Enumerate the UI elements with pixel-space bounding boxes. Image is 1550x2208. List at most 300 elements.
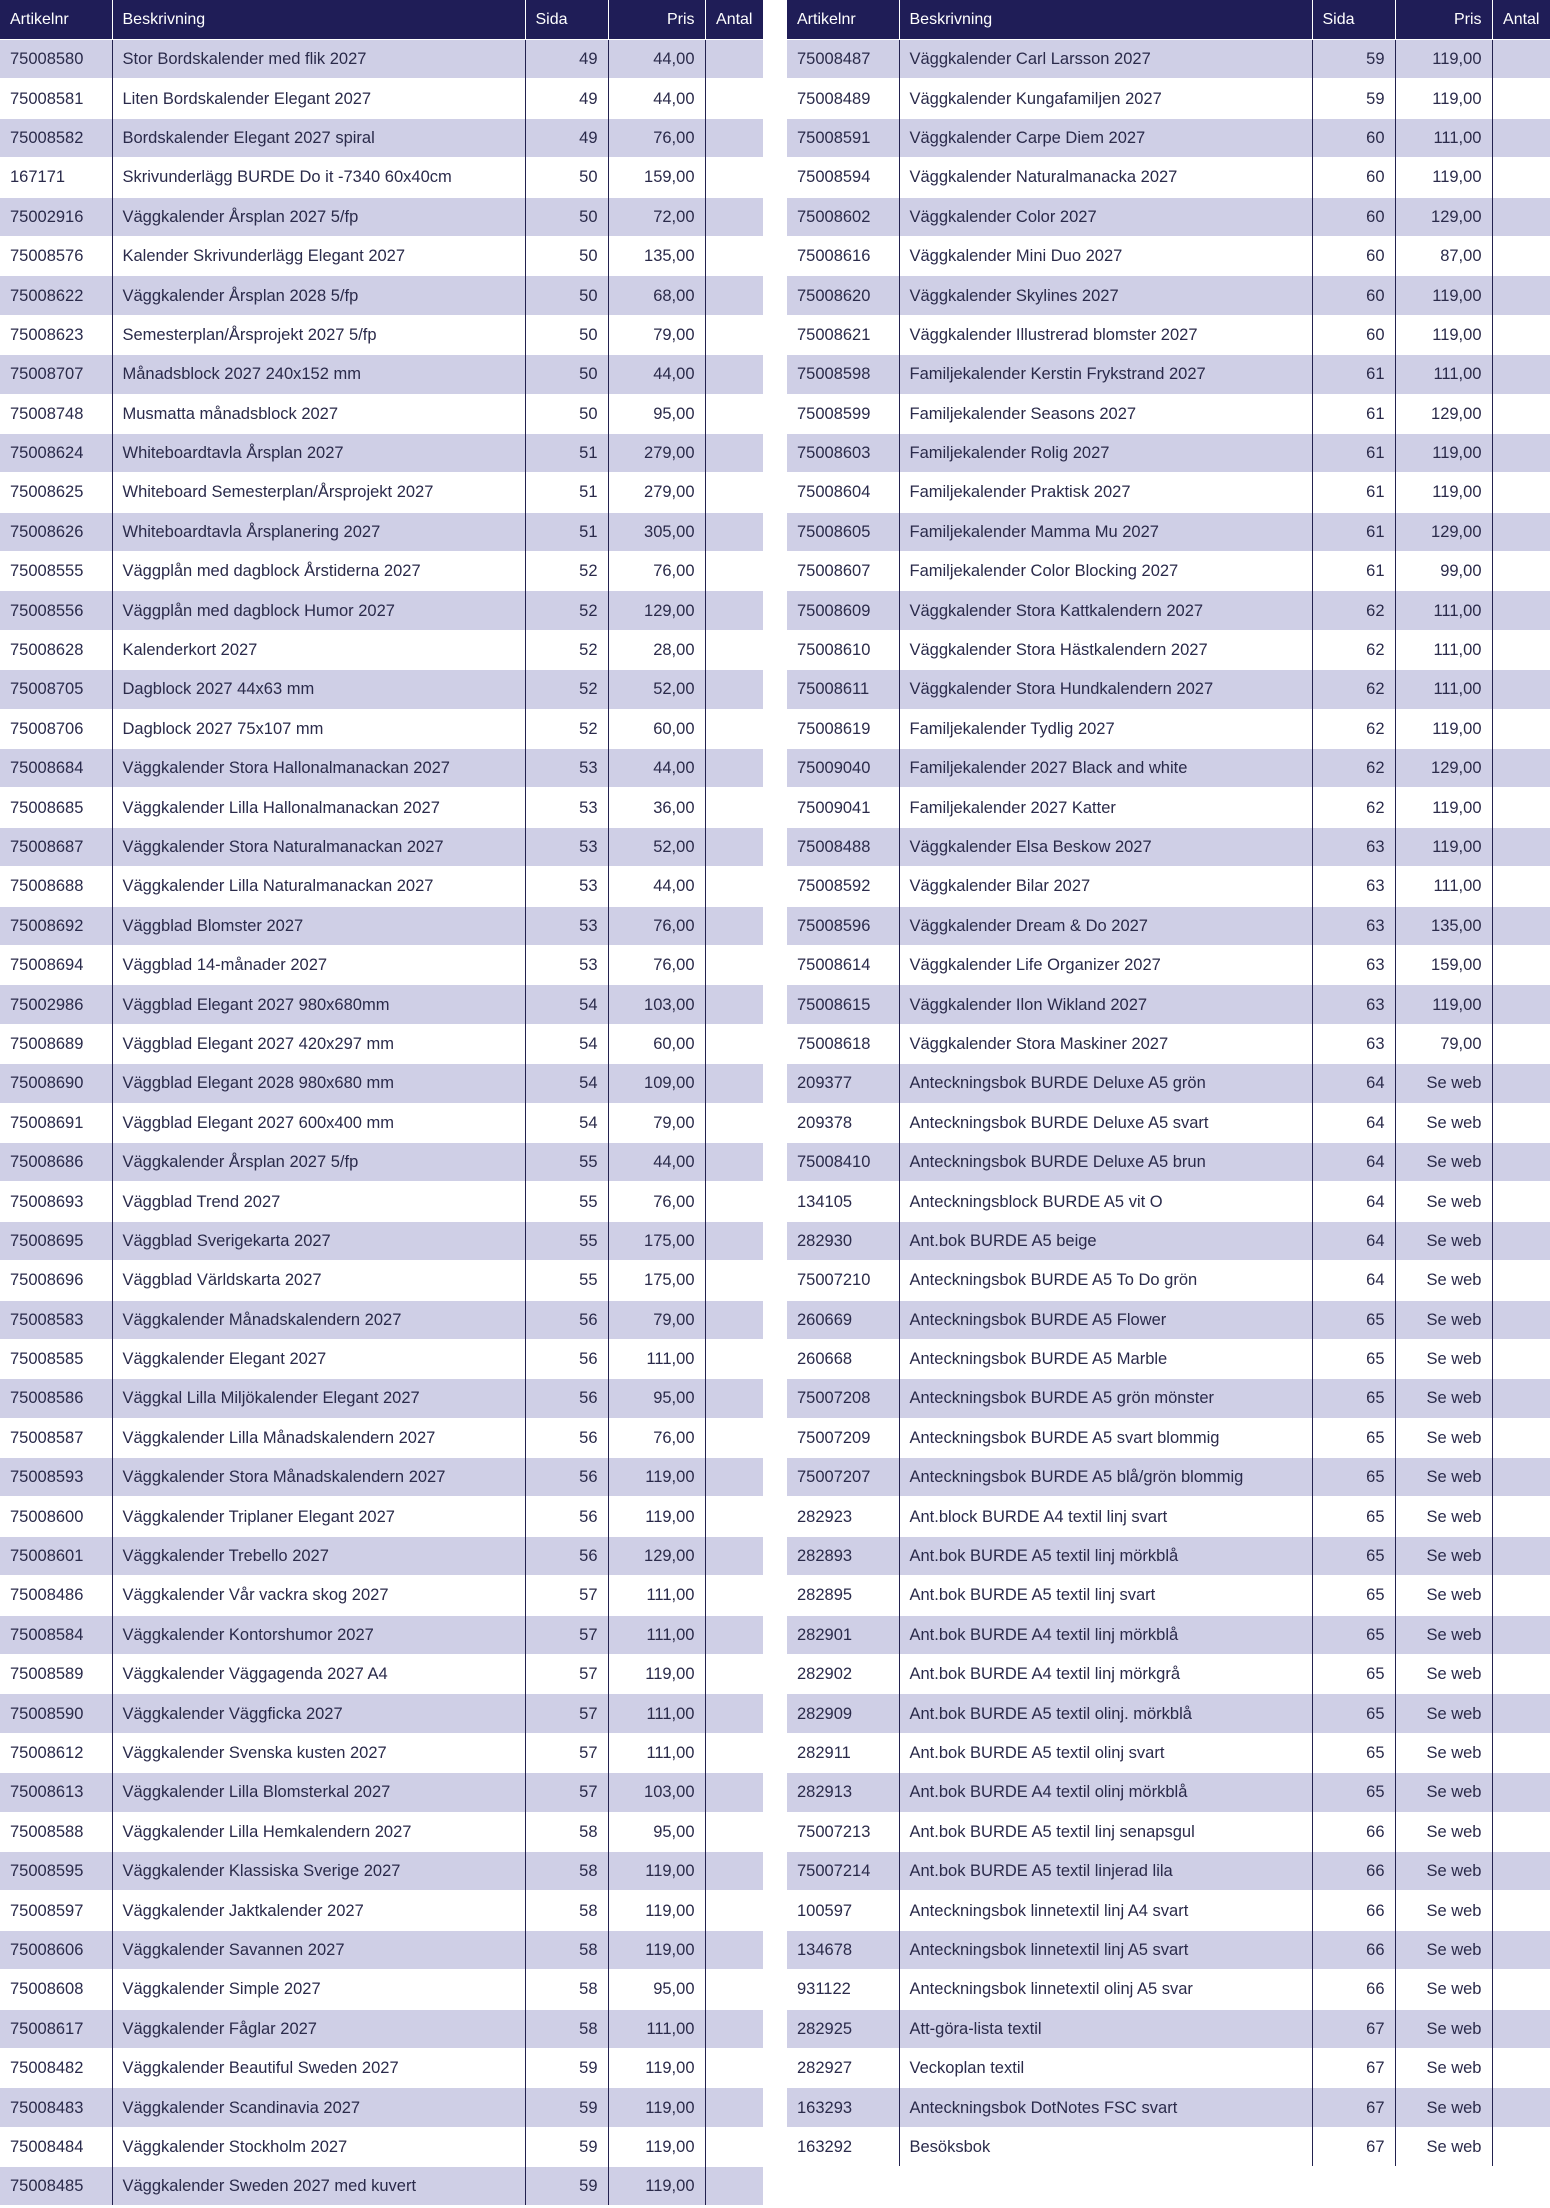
quantity-cell[interactable]	[1492, 1064, 1550, 1103]
quantity-cell[interactable]	[1492, 867, 1550, 906]
page-cell: 59	[525, 2127, 608, 2166]
quantity-cell[interactable]	[705, 1142, 763, 1181]
article-number-cell: 167171	[0, 158, 112, 197]
quantity-cell[interactable]	[705, 394, 763, 433]
table-row	[787, 1930, 1550, 1969]
quantity-cell[interactable]	[1492, 1536, 1550, 1575]
description-cell: Ant.bok BURDE A5 textil linj senapsgul	[899, 1812, 1312, 1851]
description-cell: Anteckningsbok BURDE Deluxe A5 brun	[899, 1142, 1312, 1181]
article-number-cell: 260668	[787, 1339, 899, 1378]
quantity-cell[interactable]	[1492, 1851, 1550, 1890]
quantity-cell[interactable]	[705, 867, 763, 906]
page-cell: 56	[525, 1300, 608, 1339]
price-cell: Se web	[1395, 1812, 1492, 1851]
page-cell: 59	[525, 2167, 608, 2206]
page-cell: 67	[1312, 2048, 1395, 2087]
description-cell: Familjekalender Praktisk 2027	[899, 473, 1312, 512]
quantity-cell[interactable]	[1492, 79, 1550, 118]
price-cell: 119,00	[1395, 315, 1492, 354]
price-cell: 28,00	[608, 630, 705, 669]
quantity-cell[interactable]	[1492, 197, 1550, 236]
quantity-cell[interactable]	[1492, 749, 1550, 788]
description-cell: Väggplån med dagblock Humor 2027	[112, 591, 525, 630]
quantity-cell[interactable]	[1492, 315, 1550, 354]
quantity-cell[interactable]	[1492, 276, 1550, 315]
quantity-cell[interactable]	[1492, 40, 1550, 79]
quantity-cell[interactable]	[1492, 709, 1550, 748]
description-cell: Väggkalender Årsplan 2027 5/fp	[112, 197, 525, 236]
price-cell: 44,00	[608, 1142, 705, 1181]
article-number-cell: 75008489	[787, 79, 899, 118]
article-number-cell: 75007210	[787, 1261, 899, 1300]
article-number-cell: 75008621	[787, 315, 899, 354]
table-row	[0, 1576, 763, 1615]
table-row	[0, 394, 763, 433]
description-cell: Anteckningsbok linnetextil linj A5 svart	[899, 1930, 1312, 1969]
quantity-cell[interactable]	[1492, 1891, 1550, 1930]
table-row	[787, 2048, 1550, 2087]
quantity-cell[interactable]	[1492, 1339, 1550, 1378]
description-cell: Väggkalender Lilla Månadskalendern 2027	[112, 1418, 525, 1457]
table-row	[0, 788, 763, 827]
right-price-table	[787, 0, 1550, 2166]
price-cell: 79,00	[1395, 1024, 1492, 1063]
quantity-cell[interactable]	[705, 1261, 763, 1300]
description-cell: Väggkalender Jaktkalender 2027	[112, 1891, 525, 1930]
article-number-cell: 75008625	[0, 473, 112, 512]
table-row	[787, 2009, 1550, 2048]
quantity-cell[interactable]	[705, 1458, 763, 1497]
page-cell: 57	[525, 1733, 608, 1772]
article-number-cell: 75008688	[0, 867, 112, 906]
table-row	[787, 1812, 1550, 1851]
article-number-cell: 75008613	[0, 1773, 112, 1812]
quantity-cell[interactable]	[1492, 2127, 1550, 2166]
description-cell: Väggkal Lilla Miljökalender Elegant 2027	[112, 1379, 525, 1418]
price-cell: 119,00	[608, 1655, 705, 1694]
quantity-cell[interactable]	[705, 40, 763, 79]
quantity-cell[interactable]	[705, 1930, 763, 1969]
price-cell: 159,00	[1395, 945, 1492, 984]
table-row	[787, 1339, 1550, 1378]
table-row	[787, 1182, 1550, 1221]
quantity-cell[interactable]	[705, 158, 763, 197]
quantity-cell[interactable]	[705, 315, 763, 354]
quantity-cell[interactable]	[705, 1812, 763, 1851]
description-cell: Ant.bok BURDE A5 textil linjerad lila	[899, 1851, 1312, 1890]
left-price-table	[0, 0, 763, 2205]
description-cell: Väggkalender Stora Maskiner 2027	[899, 1024, 1312, 1063]
price-cell: 103,00	[608, 985, 705, 1024]
page-cell: 49	[525, 118, 608, 157]
article-number-cell: 75008592	[787, 867, 899, 906]
quantity-cell[interactable]	[1492, 2009, 1550, 2048]
description-cell: Väggkalender Sweden 2027 med kuvert	[112, 2167, 525, 2206]
price-cell: Se web	[1395, 1536, 1492, 1575]
quantity-cell[interactable]	[705, 276, 763, 315]
page-cell: 61	[1312, 512, 1395, 551]
price-cell: Se web	[1395, 1379, 1492, 1418]
quantity-cell[interactable]	[1492, 591, 1550, 630]
quantity-cell[interactable]	[705, 473, 763, 512]
article-number-cell: 75008599	[787, 394, 899, 433]
page-cell: 64	[1312, 1261, 1395, 1300]
page-cell: 60	[1312, 236, 1395, 275]
quantity-cell[interactable]	[705, 118, 763, 157]
page-cell: 64	[1312, 1182, 1395, 1221]
page-cell: 61	[1312, 394, 1395, 433]
description-cell: Väggkalender Stora Hundkalendern 2027	[899, 670, 1312, 709]
description-cell: Väggkalender Lilla Hallonalmanackan 2027	[112, 788, 525, 827]
price-cell: Se web	[1395, 1221, 1492, 1260]
table-row	[787, 315, 1550, 354]
quantity-cell[interactable]	[705, 2167, 763, 2206]
header-description: Beskrivning	[112, 0, 525, 40]
quantity-cell[interactable]	[1492, 1773, 1550, 1812]
quantity-cell[interactable]	[705, 1615, 763, 1654]
description-cell: Dagblock 2027 44x63 mm	[112, 670, 525, 709]
quantity-cell[interactable]	[705, 552, 763, 591]
description-cell: Väggblad Elegant 2027 420x297 mm	[112, 1024, 525, 1063]
article-number-cell: 75008488	[787, 827, 899, 866]
article-number-cell: 75008576	[0, 236, 112, 275]
quantity-cell[interactable]	[705, 1655, 763, 1694]
quantity-cell[interactable]	[705, 2009, 763, 2048]
description-cell: Väggkalender Årsplan 2027 5/fp	[112, 1142, 525, 1181]
table-row	[787, 749, 1550, 788]
page-cell: 63	[1312, 945, 1395, 984]
page-cell: 56	[525, 1379, 608, 1418]
price-cell: 52,00	[608, 827, 705, 866]
table-row	[787, 1970, 1550, 2009]
description-cell: Väggkalender Kontorshumor 2027	[112, 1615, 525, 1654]
description-cell: Ant.bok BURDE A5 textil olinj. mörkblå	[899, 1694, 1312, 1733]
article-number-cell: 75009040	[787, 749, 899, 788]
page-cell: 56	[525, 1497, 608, 1536]
page-cell: 49	[525, 79, 608, 118]
quantity-cell[interactable]	[705, 670, 763, 709]
quantity-cell[interactable]	[1492, 1458, 1550, 1497]
price-cell: 44,00	[608, 749, 705, 788]
quantity-cell[interactable]	[1492, 394, 1550, 433]
price-cell: 87,00	[1395, 236, 1492, 275]
article-number-cell: 282901	[787, 1615, 899, 1654]
quantity-cell[interactable]	[1492, 1694, 1550, 1733]
quantity-cell[interactable]	[1492, 2088, 1550, 2127]
price-cell: 129,00	[1395, 394, 1492, 433]
quantity-cell[interactable]	[1492, 355, 1550, 394]
description-cell: Väggkalender Color 2027	[899, 197, 1312, 236]
price-cell: 79,00	[608, 1103, 705, 1142]
page-cell: 58	[525, 1930, 608, 1969]
article-number-cell: 75008696	[0, 1261, 112, 1300]
price-cell: 119,00	[1395, 473, 1492, 512]
table-row	[0, 236, 763, 275]
article-number-cell: 75008598	[787, 355, 899, 394]
quantity-cell[interactable]	[1492, 1655, 1550, 1694]
quantity-cell[interactable]	[705, 433, 763, 472]
article-number-cell: 75008609	[787, 591, 899, 630]
article-number-cell: 75008584	[0, 1615, 112, 1654]
quantity-cell[interactable]	[705, 1891, 763, 1930]
quantity-cell[interactable]	[705, 1379, 763, 1418]
quantity-cell[interactable]	[1492, 1733, 1550, 1772]
table-row	[787, 1891, 1550, 1930]
quantity-cell[interactable]	[705, 1773, 763, 1812]
article-number-cell: 75008603	[787, 433, 899, 472]
quantity-cell[interactable]	[705, 512, 763, 551]
table-row	[0, 1694, 763, 1733]
article-number-cell: 75008593	[0, 1458, 112, 1497]
price-cell: Se web	[1395, 1694, 1492, 1733]
description-cell: Whiteboardtavla Årsplanering 2027	[112, 512, 525, 551]
quantity-cell[interactable]	[1492, 1970, 1550, 2009]
quantity-cell[interactable]	[705, 1339, 763, 1378]
table-row	[787, 1418, 1550, 1457]
article-number-cell: 134678	[787, 1930, 899, 1969]
page-cell: 63	[1312, 827, 1395, 866]
table-row	[787, 1379, 1550, 1418]
quantity-cell[interactable]	[1492, 827, 1550, 866]
page-cell: 65	[1312, 1694, 1395, 1733]
page-cell: 53	[525, 867, 608, 906]
quantity-cell[interactable]	[705, 197, 763, 236]
quantity-cell[interactable]	[1492, 236, 1550, 275]
description-cell: Väggkalender Fåglar 2027	[112, 2009, 525, 2048]
quantity-cell[interactable]	[1492, 1418, 1550, 1457]
article-number-cell: 75008582	[0, 118, 112, 157]
price-cell: 44,00	[608, 867, 705, 906]
page-cell: 57	[525, 1773, 608, 1812]
article-number-cell: 75008588	[0, 1812, 112, 1851]
table-row	[0, 1379, 763, 1418]
price-cell: 36,00	[608, 788, 705, 827]
quantity-cell[interactable]	[705, 1103, 763, 1142]
table-row	[0, 1221, 763, 1260]
price-cell: 119,00	[608, 1497, 705, 1536]
article-number-cell: 75002916	[0, 197, 112, 236]
quantity-cell[interactable]	[1492, 1576, 1550, 1615]
quantity-cell[interactable]	[705, 1024, 763, 1063]
quantity-cell[interactable]	[1492, 1497, 1550, 1536]
quantity-cell[interactable]	[705, 1221, 763, 1260]
table-row	[0, 1536, 763, 1575]
quantity-cell[interactable]	[705, 827, 763, 866]
table-row	[0, 1300, 763, 1339]
page-cell: 65	[1312, 1655, 1395, 1694]
quantity-cell[interactable]	[1492, 1221, 1550, 1260]
article-number-cell: 75008611	[787, 670, 899, 709]
table-row	[0, 670, 763, 709]
article-number-cell: 75008695	[0, 1221, 112, 1260]
article-number-cell: 75008597	[0, 1891, 112, 1930]
price-cell: Se web	[1395, 2127, 1492, 2166]
description-cell: Väggkalender Klassiska Sverige 2027	[112, 1851, 525, 1890]
article-number-cell: 75008689	[0, 1024, 112, 1063]
page-cell: 50	[525, 197, 608, 236]
description-cell: Väggblad Sverigekarta 2027	[112, 1221, 525, 1260]
quantity-cell[interactable]	[705, 1733, 763, 1772]
description-cell: Ant.bok BURDE A5 textil linj mörkblå	[899, 1536, 1312, 1575]
quantity-cell[interactable]	[705, 2088, 763, 2127]
quantity-cell[interactable]	[1492, 1379, 1550, 1418]
price-cell: 79,00	[608, 315, 705, 354]
table-row	[787, 906, 1550, 945]
quantity-cell[interactable]	[705, 1300, 763, 1339]
quantity-cell[interactable]	[705, 985, 763, 1024]
price-cell: Se web	[1395, 1851, 1492, 1890]
table-row	[787, 1103, 1550, 1142]
table-row	[0, 552, 763, 591]
quantity-cell[interactable]	[705, 1576, 763, 1615]
article-number-cell: 75008615	[787, 985, 899, 1024]
quantity-cell[interactable]	[1492, 1103, 1550, 1142]
price-cell: 95,00	[608, 1812, 705, 1851]
page-cell: 61	[1312, 355, 1395, 394]
description-cell: Anteckningsbok BURDE A5 svart blommig	[899, 1418, 1312, 1457]
description-cell: Väggblad Trend 2027	[112, 1182, 525, 1221]
quantity-cell[interactable]	[705, 1418, 763, 1457]
table-row	[0, 1733, 763, 1772]
article-number-cell: 75007209	[787, 1418, 899, 1457]
quantity-cell[interactable]	[1492, 1142, 1550, 1181]
table-row	[0, 276, 763, 315]
table-row	[0, 40, 763, 79]
quantity-cell[interactable]	[1492, 1300, 1550, 1339]
quantity-cell[interactable]	[705, 1182, 763, 1221]
description-cell: Familjekalender Rolig 2027	[899, 433, 1312, 472]
quantity-cell[interactable]	[1492, 630, 1550, 669]
page-cell: 50	[525, 158, 608, 197]
quantity-cell[interactable]	[1492, 1024, 1550, 1063]
quantity-cell[interactable]	[1492, 473, 1550, 512]
quantity-cell[interactable]	[1492, 512, 1550, 551]
article-number-cell: 75008707	[0, 355, 112, 394]
quantity-cell[interactable]	[705, 1970, 763, 2009]
article-number-cell: 75008482	[0, 2048, 112, 2087]
quantity-cell[interactable]	[1492, 1615, 1550, 1654]
page-cell: 52	[525, 670, 608, 709]
quantity-cell[interactable]	[1492, 552, 1550, 591]
quantity-cell[interactable]	[705, 591, 763, 630]
quantity-cell[interactable]	[705, 2127, 763, 2166]
description-cell: Väggkalender Lilla Naturalmanackan 2027	[112, 867, 525, 906]
header-quantity: Antal	[1492, 0, 1550, 40]
table-row	[787, 591, 1550, 630]
page-cell: 60	[1312, 315, 1395, 354]
quantity-cell[interactable]	[705, 1694, 763, 1733]
quantity-cell[interactable]	[705, 945, 763, 984]
price-cell: 119,00	[608, 2088, 705, 2127]
page-cell: 57	[525, 1576, 608, 1615]
quantity-cell[interactable]	[705, 1536, 763, 1575]
table-row	[0, 158, 763, 197]
page-cell: 64	[1312, 1064, 1395, 1103]
description-cell: Väggkalender Ilon Wikland 2027	[899, 985, 1312, 1024]
page-cell: 51	[525, 512, 608, 551]
quantity-cell[interactable]	[1492, 906, 1550, 945]
description-cell: Anteckningsbok BURDE A5 Flower	[899, 1300, 1312, 1339]
description-cell: Väggkalender Carpe Diem 2027	[899, 118, 1312, 157]
quantity-cell[interactable]	[1492, 118, 1550, 157]
table-row	[787, 709, 1550, 748]
quantity-cell[interactable]	[705, 1851, 763, 1890]
article-number-cell: 75008628	[0, 630, 112, 669]
price-cell: 111,00	[1395, 867, 1492, 906]
article-number-cell: 75008687	[0, 827, 112, 866]
quantity-cell[interactable]	[1492, 158, 1550, 197]
quantity-cell[interactable]	[705, 1497, 763, 1536]
table-row	[0, 1064, 763, 1103]
description-cell: Väggkalender Väggficka 2027	[112, 1694, 525, 1733]
table-row	[0, 1615, 763, 1654]
price-cell: 111,00	[608, 1615, 705, 1654]
description-cell: Väggkalender Månadskalendern 2027	[112, 1300, 525, 1339]
quantity-cell[interactable]	[1492, 1182, 1550, 1221]
price-cell: 76,00	[608, 945, 705, 984]
price-cell: 119,00	[608, 2127, 705, 2166]
quantity-cell[interactable]	[1492, 985, 1550, 1024]
description-cell: Väggkalender Scandinavia 2027	[112, 2088, 525, 2127]
quantity-cell[interactable]	[705, 236, 763, 275]
quantity-cell[interactable]	[1492, 670, 1550, 709]
page-cell: 60	[1312, 158, 1395, 197]
header-row	[0, 0, 763, 40]
page-cell: 66	[1312, 1851, 1395, 1890]
price-cell: 129,00	[608, 591, 705, 630]
price-cell: Se web	[1395, 1576, 1492, 1615]
description-cell: Ant.bok BURDE A5 textil linj svart	[899, 1576, 1312, 1615]
page-cell: 54	[525, 1024, 608, 1063]
quantity-cell[interactable]	[705, 1064, 763, 1103]
quantity-cell[interactable]	[1492, 2048, 1550, 2087]
article-number-cell: 931122	[787, 1970, 899, 2009]
quantity-cell[interactable]	[1492, 945, 1550, 984]
quantity-cell[interactable]	[1492, 433, 1550, 472]
article-number-cell: 75008610	[787, 630, 899, 669]
quantity-cell[interactable]	[705, 788, 763, 827]
table-row	[0, 1024, 763, 1063]
table-row	[0, 1261, 763, 1300]
quantity-cell[interactable]	[705, 630, 763, 669]
price-cell: 175,00	[608, 1261, 705, 1300]
quantity-cell[interactable]	[705, 906, 763, 945]
quantity-cell[interactable]	[705, 709, 763, 748]
table-row	[787, 40, 1550, 79]
table-row	[0, 709, 763, 748]
price-cell: Se web	[1395, 1142, 1492, 1181]
table-row	[0, 197, 763, 236]
article-number-cell: 75008623	[0, 315, 112, 354]
description-cell: Whiteboard Semesterplan/Årsprojekt 2027	[112, 473, 525, 512]
description-cell: Ant.bok BURDE A5 beige	[899, 1221, 1312, 1260]
page-cell: 67	[1312, 2009, 1395, 2048]
article-number-cell: 282913	[787, 1773, 899, 1812]
table-row	[0, 315, 763, 354]
quantity-cell[interactable]	[1492, 1812, 1550, 1851]
description-cell: Väggkalender Simple 2027	[112, 1970, 525, 2009]
quantity-cell[interactable]	[705, 79, 763, 118]
description-cell: Väggkalender Beautiful Sweden 2027	[112, 2048, 525, 2087]
quantity-cell[interactable]	[1492, 1261, 1550, 1300]
quantity-cell[interactable]	[705, 2048, 763, 2087]
quantity-cell[interactable]	[705, 355, 763, 394]
price-cell: 119,00	[1395, 433, 1492, 472]
quantity-cell[interactable]	[1492, 1930, 1550, 1969]
price-cell: 119,00	[608, 2048, 705, 2087]
quantity-cell[interactable]	[1492, 788, 1550, 827]
quantity-cell[interactable]	[705, 749, 763, 788]
